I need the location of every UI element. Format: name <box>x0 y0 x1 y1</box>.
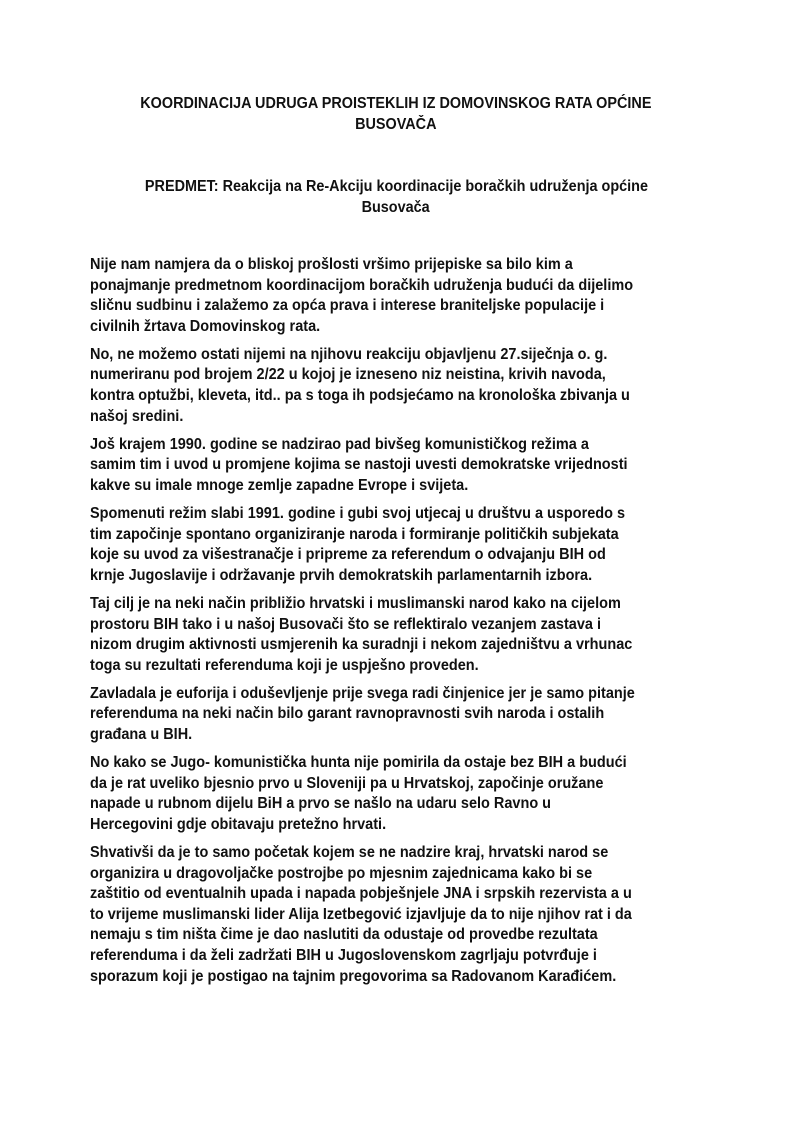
paragraph-line: Zavladala je euforija i oduševljenje prije svega radi činjenice jer je samo pitanje <box>90 684 635 702</box>
paragraph-line: referenduma i da želi zadržati BIH u Jugoslovenskom zagrljaju potvrđuje i <box>90 946 597 964</box>
paragraph-line: Nije nam namjera da o bliskoj prošlosti vršimo prijepiske sa bilo kim a <box>90 256 573 273</box>
paragraph-line: Taj cilj je na neki način približio hrvatski i muslimanski narod kako na cijelom <box>90 594 621 612</box>
paragraph <box>90 684 730 746</box>
paragraph-line: numeriranu pod brojem 2/22 u kojoj je izneseno niz neistina, krivih navoda, <box>90 366 606 384</box>
paragraph-line: Shvativši da je to samo početak kojem se ne nadzire kraj, hrvatski narod se <box>90 843 609 861</box>
paragraph <box>90 435 730 497</box>
paragraph-line: No kako se Jugo- komunistička hunta nije pomirila da ostaje bez BIH a budući <box>90 754 627 772</box>
paragraph-line: sličnu sudbinu i zalažemo za opća prava i interese braniteljske populacije i <box>90 297 605 315</box>
paragraph-line: to vrijeme muslimanski lider Alija Izetbegović izjavljuje da to nije njihov rat i da <box>90 905 632 923</box>
paragraph-line: tim započinje spontano organiziranje naroda i formiranje političkih subjekata <box>90 525 619 543</box>
paragraph <box>90 753 730 835</box>
paragraph-line: ponajmanje predmetnom koordinacijom boračkih udruženja budući da dijelimo <box>90 276 634 294</box>
paragraph-line: sporazum koji je postigao na tajnim pregovorima sa Radovanom Karađićem. <box>90 967 617 985</box>
paragraph <box>90 255 730 337</box>
paragraph-line: kontra optužbi, kleveta, itd.. pa s toga ih podsjećamo na kronološka zbivanja u <box>90 387 630 405</box>
title-line: KOORDINACIJA UDRUGA PROISTEKLIH IZ DOMOVINSKOG RATA OPĆINE <box>140 95 652 112</box>
subject-line: PREDMET: Reakcija na Re-Akciju koordinacije boračkih udruženja općine <box>144 178 648 195</box>
paragraph-line: nemaju s tim ništa čime je dao naslutiti da odustaje od provedbe rezultata <box>90 926 598 944</box>
paragraph <box>90 594 730 676</box>
document-title <box>60 93 732 135</box>
paragraph-line: kakve su imale mnoge zemlje zapadne Evrope i svijeta. <box>90 476 469 494</box>
paragraph-line: krnje Jugoslavije i održavanje prvih demokratskih parlamentarnih izbora. <box>90 566 593 584</box>
paragraph-line: civilnih žrtava Domovinskog rata. <box>90 317 321 335</box>
paragraph <box>90 345 730 427</box>
document-subject <box>60 176 732 218</box>
paragraph-line: toga su rezultati referenduma koji je uspješno proveden. <box>90 656 479 674</box>
paragraph-line: organizira u dragovoljačke postrojbe po mjesnim zajednicama kako bi se <box>90 864 593 882</box>
paragraph-line: nizom drugim aktivnosti usmjerenih ka suradnji i nekom zajedništvu a vrhunac <box>90 636 633 654</box>
paragraph <box>90 504 730 586</box>
paragraph-line: zaštitio od eventualnih upada i napada pobješnjele JNA i srpskih rezervista a u <box>90 885 632 903</box>
paragraph-line: koje su uvod za višestranačje i pripreme za referendum o odvajanju BIH od <box>90 546 606 564</box>
paragraph-line: No, ne možemo ostati nijemi na njihovu reakciju objavljenu 27.siječnja o. g. <box>90 345 608 363</box>
document-body <box>90 255 730 995</box>
paragraph-line: Još krajem 1990. godine se nadzirao pad bivšeg komunističkog režima a <box>90 435 589 453</box>
paragraph-line: našoj sredini. <box>90 407 184 425</box>
paragraph-line: da je rat uveliko bjesnio prvo u Sloveniji pa u Hrvatskoj, započinje oružane <box>90 774 604 792</box>
title-line: BUSOVAČA <box>355 116 437 133</box>
paragraph-line: građana u BIH. <box>90 725 193 743</box>
paragraph <box>90 843 730 987</box>
paragraph-line: samim tim i uvod u promjene kojima se nastoji uvesti demokratske vrijednosti <box>90 456 628 474</box>
paragraph-line: Spomenuti režim slabi 1991. godine i gubi svoj utjecaj u društvu a usporedo s <box>90 505 626 523</box>
paragraph-line: napade u rubnom dijelu BiH a prvo se našlo na udaru selo Ravno u <box>90 795 552 813</box>
subject-line: Busovača <box>361 199 431 216</box>
paragraph-line: Hercegovini gdje obitavaju pretežno hrvati. <box>90 815 387 833</box>
paragraph-line: prostoru BIH tako i u našoj Busovači što se reflektiralo vezanjem zastava i <box>90 615 601 633</box>
paragraph-line: referenduma na neki način bilo garant ravnopravnosti svih naroda i ostalih <box>90 705 605 723</box>
